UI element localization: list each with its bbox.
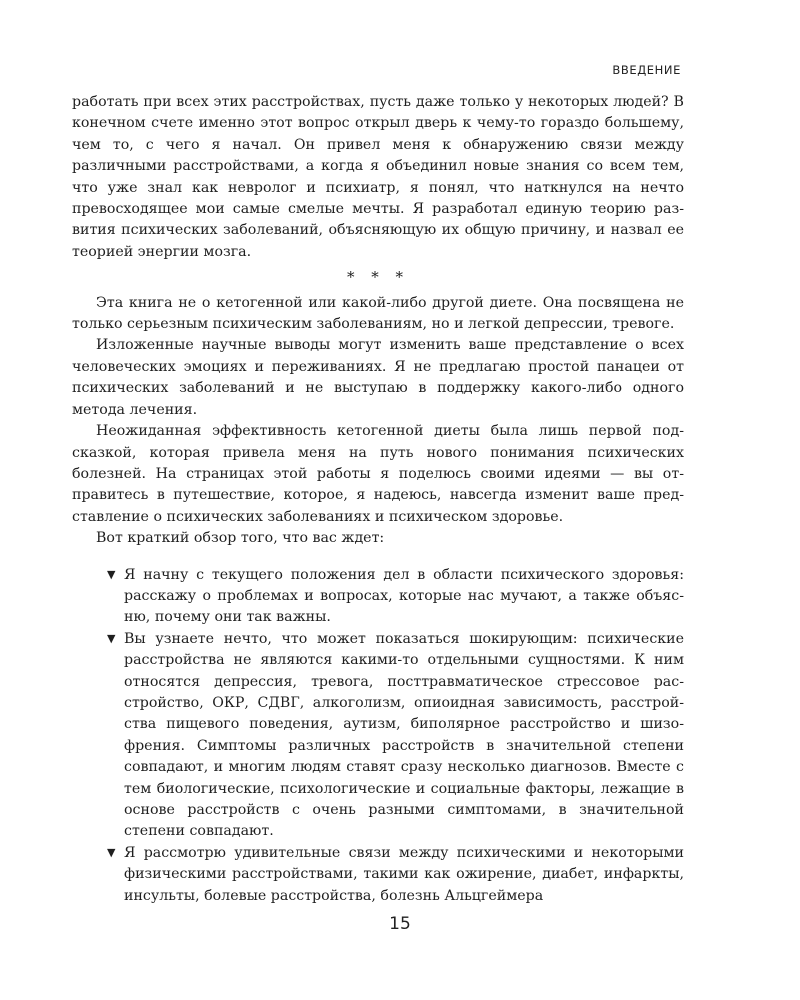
paragraph-overview-intro: Вот краткий обзор того, что вас ждет: bbox=[96, 530, 385, 547]
list-item-text: Вы узнаете нечто, что может показаться шокирующим: психические расстройства не являются какими-то отдельными сущностями. К ним относятся депрессия, тревога, посттравматическое стрессовое расстройство, ОКР, СДВГ, алкоголизм, опиоидная зависимость, расстройства пищевого поведения, аутизм, биполярное расстройство и шизофрения. Симптомы различных расстройств в значительной степени совпадают, и многим людям ставят сразу несколько диагнозов. Вместе с тем биологические, психологические и социальные факторы, лежащие в основе расстройств с очень разными симптомами, в значительной степени совпадают. bbox=[124, 630, 684, 840]
paragraph-scientific-conclusions: Изложенные научные выводы могут изменить ваше представление о всех человеческих эмоциях и переживаниях. Я не предлагаю простой панацеи от психических заболеваний и не выступаю в поддержку какого-либо одного метода лечения. bbox=[72, 337, 684, 418]
list-item bbox=[72, 629, 684, 843]
running-header: ВВЕДЕНИЕ bbox=[612, 63, 681, 77]
triangle-bullet-icon: ▼ bbox=[107, 631, 116, 645]
paragraph-book-scope: Эта книга не о кетогенной или какой-либо другой диете. Она посвящена не только серьезным психическим заболеваниям, но и легкой депрессии, тревоге. bbox=[72, 294, 684, 333]
triangle-bullet-icon: ▼ bbox=[107, 567, 116, 581]
section-separator: * * * bbox=[346, 268, 410, 287]
overview-list bbox=[72, 565, 684, 908]
list-item bbox=[72, 843, 684, 907]
page-number: 15 bbox=[389, 914, 411, 934]
paragraph-ketogenic-hint: Неожиданная эффективность кетогенной диеты была лишь первой подсказкой, которая привела меня на путь нового понимания психических болезней. На страницах этой работы я поделюсь своими идеями — вы отправитесь в путешествие, которое, я надеюсь, навсегда изменит ваше представление о психических заболеваниях и психическом здоровье. bbox=[72, 423, 684, 525]
triangle-bullet-icon: ▼ bbox=[107, 845, 116, 859]
list-item-text: Я начну с текущего положения дел в области психического здоровья: расскажу о проблемах и вопросах, которые нас мучают, а также объясню, почему они так важны. bbox=[124, 566, 684, 626]
list-item-text: Я рассмотрю удивительные связи между психическими и некоторыми физическими расстройствами, такими как ожирение, диабет, инфаркты, инсульты, болевые расстройства, болезнь Альцгеймера bbox=[124, 844, 684, 904]
page-body bbox=[72, 92, 684, 907]
paragraph-continuation: работать при всех этих расстройствах, пусть даже только у некоторых людей? В конечном счете именно этот вопрос открыл дверь к чему-то гораздо большему, чем то, с чего я начал. Он привел меня к обнаружению связи между различными расстройствами, а когда я объединил новые знания со всем тем, что уже знал как невролог и психиатр, я понял, что наткнулся на нечто превосходящее мои самые смелые мечты. Я разработал единую теорию развития психических заболеваний, объясняющую их общую причину, и назвал ее теорией энергии мозга. bbox=[72, 94, 684, 260]
list-item bbox=[72, 565, 684, 629]
